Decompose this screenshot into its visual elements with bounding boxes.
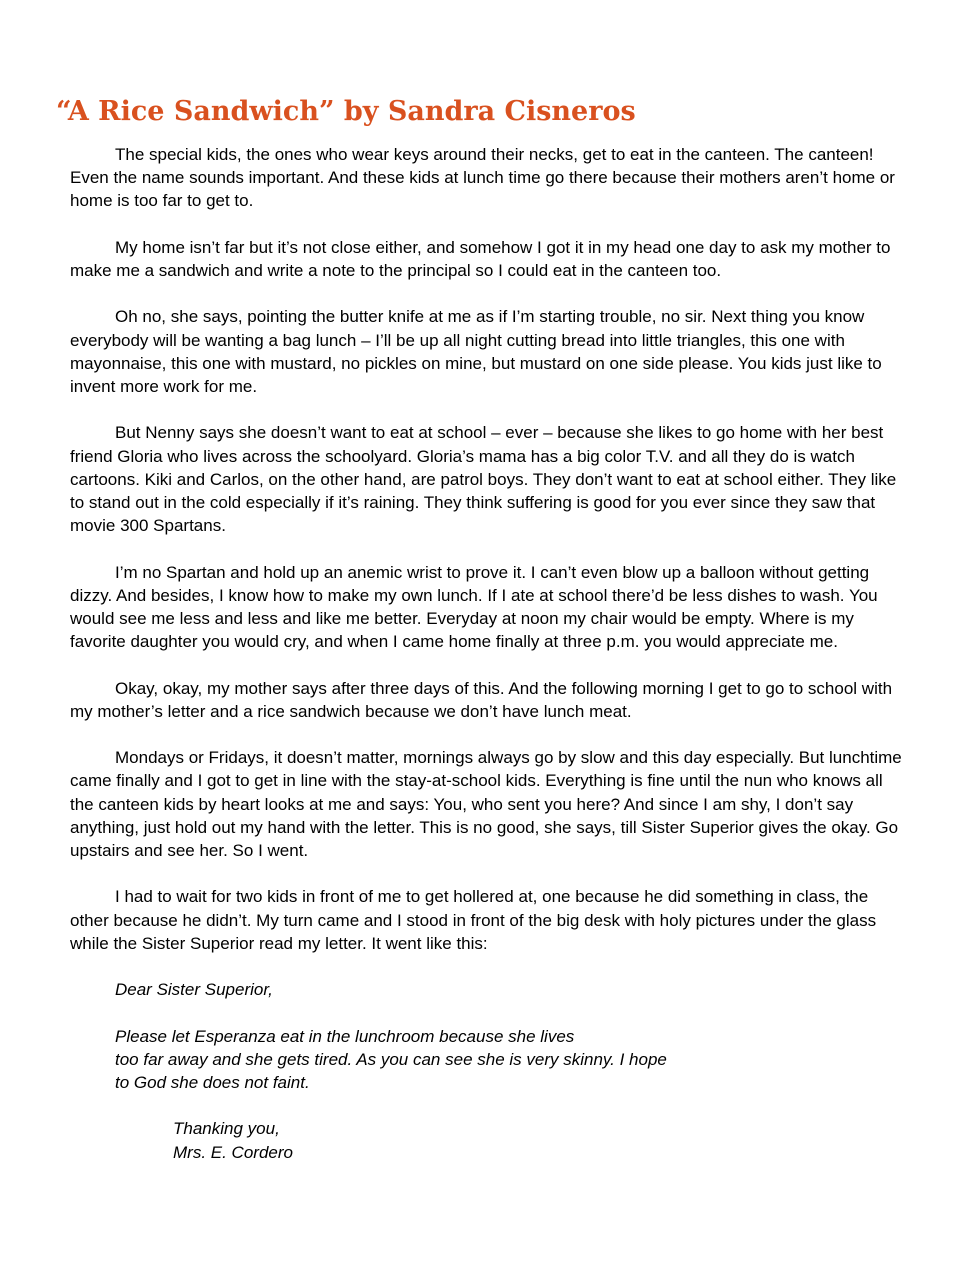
- letter-closing-block: [173, 1117, 910, 1163]
- paragraph-7: Mondays or Fridays, it doesn’t matter, mornings always go by slow and this day especially. But lunchtime came finally and I got to get in line with the stay-at-school kids. Everything is fine until the nun who knows all the canteen kids by heart looks at me and says: You, who sent you here? And since I am shy, I don’t say anything, just hold out my hand with the letter. This is no good, she says, till Sister Superior gives the okay. Go upstairs and see her. So I went.: [70, 748, 902, 860]
- page-title: “A Rice Sandwich” by Sandra Cisneros: [56, 96, 636, 127]
- letter-closing: Thanking you,: [173, 1119, 280, 1139]
- paragraph-3: Oh no, she says, pointing the butter knife at me as if I’m starting trouble, no sir. Next thing you know everybody will be wanting a bag lunch – I’ll be up all night cutting bread into little triangles, this one with mayonnaise, this one with mustard, no pickles on mine, but mustard on one side please. You kids just like to invent more work for me.: [70, 307, 882, 396]
- letter-body-line: to God she does not faint.: [115, 1072, 310, 1092]
- paragraph-5: I’m no Spartan and hold up an anemic wrist to prove it. I can’t even blow up a balloon without getting dizzy. And besides, I know how to make my own lunch. If I ate at school there’d be less dishes to wash. You would see me less and less and like me better. Everyday at noon my chair would be empty. Where is my favorite daughter you would cry, and when I came home finally at three p.m. you would appreciate me.: [70, 562, 878, 652]
- letter-body-line: Please let Esperanza eat in the lunchroom because she lives: [115, 1026, 575, 1046]
- story-body: [70, 143, 910, 1164]
- letter-salutation: Dear Sister Superior,: [115, 980, 273, 1000]
- paragraph-2: My home isn’t far but it’s not close either, and somehow I got it in my head one day to ask my mother to make me a sandwich and write a note to the principal so I could eat in the canteen too.: [70, 237, 891, 280]
- letter-signature: Mrs. E. Cordero: [173, 1142, 293, 1162]
- paragraph-6: Okay, okay, my mother says after three days of this. And the following morning I get to go to school with my mother’s letter and a rice sandwich because we don’t have lunch meat.: [70, 678, 893, 721]
- letter-body: [115, 1025, 910, 1095]
- paragraph-8: I had to wait for two kids in front of me to get hollered at, one because he did something in class, the other because he didn’t. My turn came and I stood in front of the big desk with holy pictures under the glass while the Sister Superior read my letter. It went like this:: [70, 887, 877, 953]
- paragraph-1: The special kids, the ones who wear keys around their necks, get to eat in the canteen. The canteen! Even the name sounds important. And these kids at lunch time go there because their mothers aren’t home or home is too far to get to.: [70, 145, 895, 211]
- letter-body-line: too far away and she gets tired. As you can see she is very skinny. I hope: [115, 1049, 667, 1069]
- paragraph-4: But Nenny says she doesn’t want to eat at school – ever – because she likes to go home with her best friend Gloria who lives across the schoolyard. Gloria’s mama has a big color T.V. and all they do is watch cartoons. Kiki and Carlos, on the other hand, are patrol boys. They don’t want to eat at school either. They like to stand out in the cold especially if it’s raining. They think suffering is good for you ever since they saw that movie 300 Spartans.: [70, 423, 897, 536]
